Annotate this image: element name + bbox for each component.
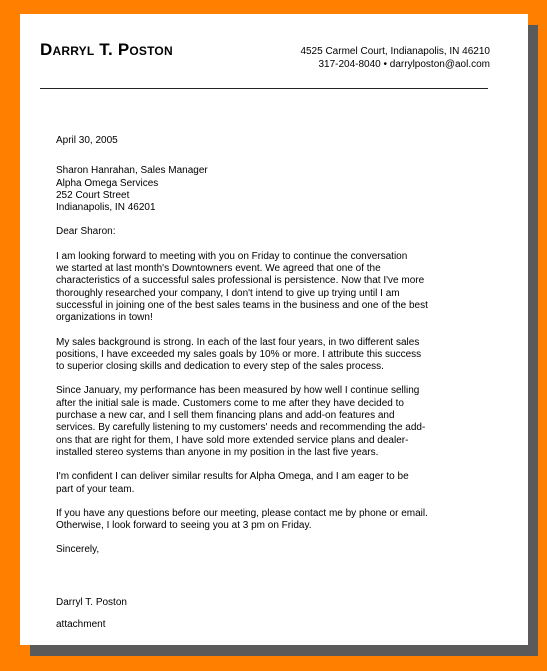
closing: Sincerely, — [56, 544, 100, 556]
recipient-company: Alpha Omega Services — [56, 177, 159, 189]
enclosure-note: attachment — [56, 619, 106, 631]
salutation: Dear Sharon: — [56, 226, 116, 238]
letter-page — [20, 14, 528, 645]
header-divider — [40, 88, 488, 89]
recipient-block — [56, 165, 456, 214]
sender-phone-email: 317-204-8040 • darrylposton@aol.com — [318, 59, 490, 70]
letter-body — [56, 135, 456, 631]
paragraph: I'm confident I can deliver similar results for Alpha Omega, and I am eager to be part of your team. — [56, 471, 409, 495]
recipient-street: 252 Court Street — [56, 189, 130, 201]
letter-date: April 30, 2005 — [56, 135, 118, 146]
paragraph: My sales background is strong. In each of the last four years, in two different sales positions, I have exceeded my sales goals by 10% or more. I attribute this success to superior closing skills and dedication to every step of the sales process. — [56, 336, 422, 373]
paragraph: Since January, my performance has been measured by how well I continue selling after the initial sale is made. Customers come to me after they have decided to purchase a new car, and I sell them financing plans and add-on features and services. By carefully listening to my customers' needs and recommending the add- ons that are right for them, I have sold more extended service plans and dealer- installed stereo systems than anyone in my position in the last five years. — [56, 385, 426, 458]
sender-contact — [300, 45, 490, 71]
recipient-name-title: Sharon Hanrahan, Sales Manager — [56, 165, 208, 177]
signature-name: Darryl T. Poston — [56, 596, 127, 608]
recipient-city: Indianapolis, IN 46201 — [56, 202, 156, 214]
paragraph: If you have any questions before our meeting, please contact me by phone or email. Otherwise, I look forward to seeing you at 3 pm on Friday. — [56, 507, 428, 532]
sender-address: 4525 Carmel Court, Indianapolis, IN 46210 — [300, 46, 490, 57]
paragraph: I am looking forward to meeting with you on Friday to continue the conversation we started at last month's Downtowners event. We agreed that one of the characteristics of a successful sales professional is persistence. Now that I've more thoroughly researched your company, I don't intend to give up trying until I am successful in joining one of the best sales teams in the business and one of the best organizations in town! — [56, 250, 428, 324]
sender-name: Darryl T. Poston — [40, 40, 173, 59]
